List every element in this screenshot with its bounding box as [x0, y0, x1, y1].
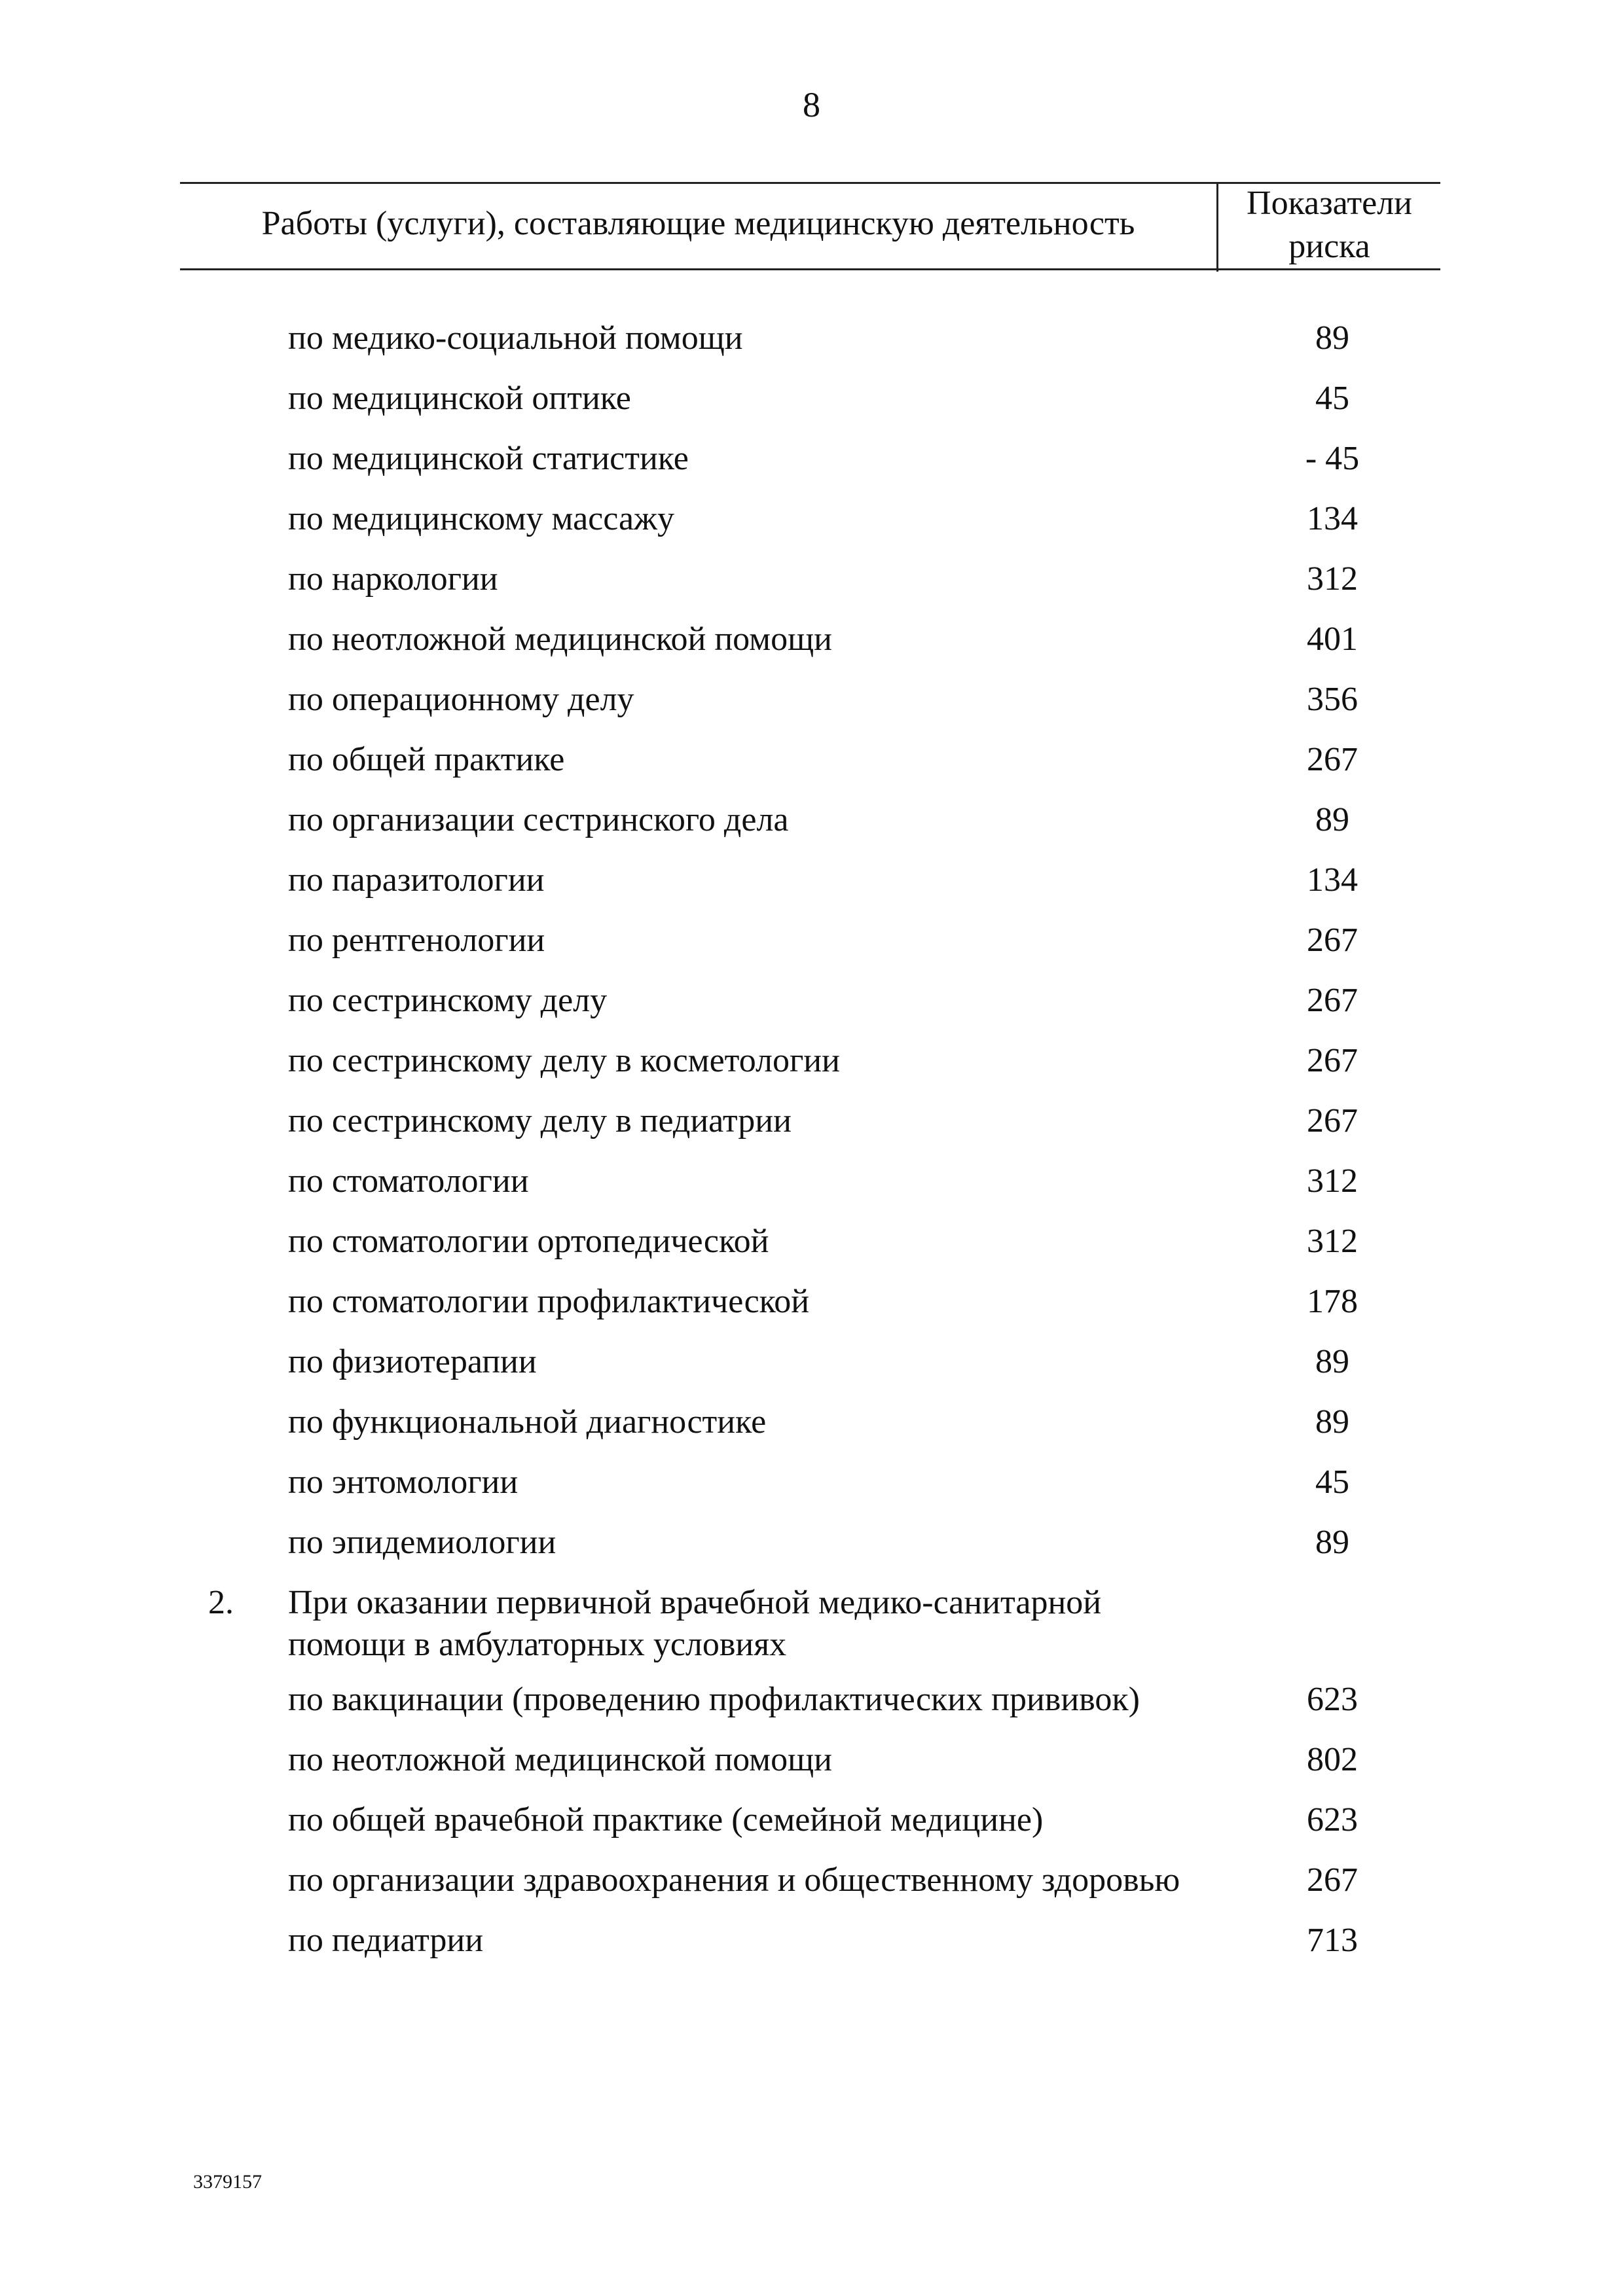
table-row [0, 1160, 1623, 1221]
row-value: 623 [1307, 1681, 1358, 1718]
table-row [0, 1341, 1623, 1401]
table-row [0, 1100, 1623, 1160]
row-label: по стоматологии профилактической [288, 1283, 810, 1320]
row-value: 267 [1307, 1042, 1358, 1079]
row-value: 89 [1315, 1524, 1349, 1561]
table-row [0, 1859, 1623, 1901]
table-row [0, 920, 1623, 980]
row-value: 89 [1315, 1343, 1349, 1380]
row-value: 267 [1307, 982, 1358, 1019]
table-row [0, 498, 1623, 558]
table-row [0, 980, 1623, 1040]
row-value: 178 [1307, 1283, 1358, 1320]
table-row [0, 1739, 1623, 1799]
row-label: по медицинскому массажу [288, 500, 674, 537]
table-row [0, 1679, 1623, 1721]
row-label: по функциональной диагностике [288, 1403, 767, 1441]
table-row [0, 317, 1623, 378]
document-code: 3379157 [193, 2171, 262, 2193]
row-value: 401 [1307, 620, 1358, 658]
row-label: по сестринскому делу [288, 982, 608, 1019]
row-label: по вакцинации (проведению профилактических прививок) [288, 1681, 1140, 1718]
table-row [0, 1799, 1623, 1859]
row-label: по общей врачебной практике (семейной медицине) [288, 1801, 1044, 1839]
row-value: 802 [1307, 1741, 1358, 1778]
section-number: 2. [208, 1584, 234, 1621]
row-label: по организации сестринского дела [288, 801, 789, 838]
row-label: по рентгенологии [288, 922, 545, 959]
row-label: по паразитологии [288, 861, 545, 899]
table-body [0, 317, 1623, 1980]
row-label: по общей практике [288, 741, 565, 778]
row-label: по энтомологии [288, 1463, 519, 1501]
table-row [0, 679, 1623, 739]
table-row [0, 859, 1623, 920]
row-label: по медико-социальной помощи [288, 319, 743, 357]
row-value: 267 [1307, 741, 1358, 778]
table-row [0, 799, 1623, 859]
row-label: по организации здравоохранения и общественному здоровью [288, 1861, 1180, 1899]
table-row [0, 378, 1623, 438]
table-row [0, 1040, 1623, 1100]
table-row [0, 1221, 1623, 1281]
table-row [0, 1920, 1623, 1980]
row-label: по неотложной медицинской помощи [288, 620, 832, 658]
row-label: по сестринскому делу в педиатрии [288, 1102, 792, 1139]
row-value: 89 [1315, 801, 1349, 838]
row-label: по медицинской статистике [288, 440, 689, 477]
table-row [0, 1522, 1623, 1582]
section-heading-row [0, 1582, 1623, 1666]
row-value: 89 [1315, 1403, 1349, 1441]
table-row [0, 558, 1623, 619]
row-value: 312 [1307, 1162, 1358, 1200]
row-value: 45 [1315, 1463, 1349, 1501]
row-value: 623 [1307, 1801, 1358, 1839]
row-value: 267 [1307, 922, 1358, 959]
table-header-bottom-rule [180, 268, 1440, 270]
row-value: 45 [1315, 380, 1349, 417]
table-row [0, 1281, 1623, 1341]
row-value: 267 [1307, 1861, 1358, 1899]
table-row [0, 438, 1623, 498]
table-row [0, 1462, 1623, 1522]
row-value: 134 [1307, 861, 1358, 899]
row-label: по медицинской оптике [288, 380, 631, 417]
table-row [0, 1401, 1623, 1462]
row-value: 267 [1307, 1102, 1358, 1139]
row-label: по эпидемиологии [288, 1524, 556, 1561]
row-label: по операционному делу [288, 681, 634, 718]
row-label: по физиотерапии [288, 1343, 537, 1380]
row-label: по стоматологии ортопедической [288, 1223, 769, 1260]
row-label: по сестринскому делу в косметологии [288, 1042, 840, 1079]
row-value: 89 [1315, 319, 1349, 357]
row-value: 312 [1307, 560, 1358, 598]
row-value: - 45 [1305, 440, 1360, 477]
row-label: по педиатрии [288, 1922, 484, 1959]
table-row [0, 739, 1623, 799]
column-header-services: Работы (услуги), составляющие медицинскую деятельность [261, 205, 1135, 242]
row-value: 713 [1307, 1922, 1358, 1959]
row-label: по наркологии [288, 560, 498, 598]
table-row [0, 619, 1623, 679]
section-title: При оказании первичной врачебной медико-санитарной помощи в амбулаторных условиях [288, 1584, 1102, 1663]
row-label: по неотложной медицинской помощи [288, 1741, 832, 1778]
row-value: 134 [1307, 500, 1358, 537]
column-header-risk: Показатели риска [1247, 185, 1412, 265]
row-value: 312 [1307, 1223, 1358, 1260]
row-label: по стоматологии [288, 1162, 529, 1200]
row-value: 356 [1307, 681, 1358, 718]
page-number: 8 [803, 85, 820, 124]
